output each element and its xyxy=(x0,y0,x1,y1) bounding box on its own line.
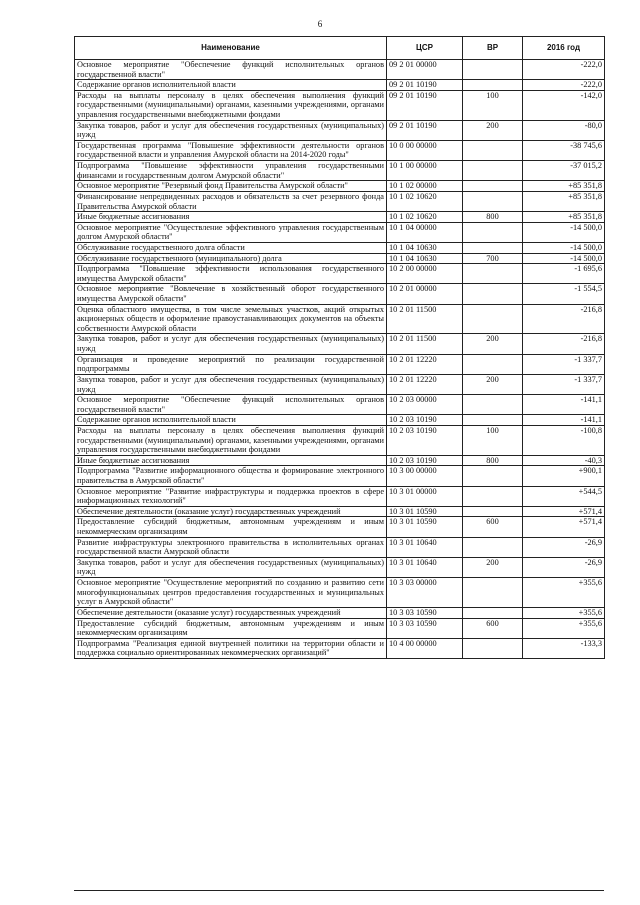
table-row xyxy=(75,618,605,638)
row-csr-cell: 09 2 01 10190 xyxy=(387,90,463,120)
table-body xyxy=(75,60,605,659)
row-vr-cell xyxy=(463,284,523,304)
row-name-cell: Закупка товаров, работ и услуг для обеспечения государственных (муниципальных) нужд xyxy=(75,374,387,394)
row-vr-cell xyxy=(463,578,523,608)
row-csr-cell: 10 1 02 10620 xyxy=(387,212,463,223)
row-name-cell: Обслуживание государственного долга области xyxy=(75,242,387,253)
row-csr-cell: 09 2 01 00000 xyxy=(387,60,463,80)
row-vr-cell xyxy=(463,537,523,557)
table-row xyxy=(75,517,605,537)
header-row xyxy=(75,37,605,60)
row-csr-cell: 10 1 04 00000 xyxy=(387,222,463,242)
row-name-cell: Расходы на выплаты персоналу в целях обеспечения выполнения функций государственными (муниципальными) органами, казенными учреждениями, органами управления государственными внебюджетными фондами xyxy=(75,90,387,120)
row-name-cell: Основное мероприятие "Обеспечение функций исполнительных органов государственной власти" xyxy=(75,395,387,415)
row-amount-cell: -1 695,6 xyxy=(523,264,605,284)
row-name-cell: Развитие инфраструктуры электронного правительства в исполнительных органах государственной власти Амурской области xyxy=(75,537,387,557)
row-vr-cell xyxy=(463,222,523,242)
row-csr-cell: 10 2 01 11500 xyxy=(387,304,463,334)
row-name-cell: Организация и проведение мероприятий по реализации государственной подпрограммы xyxy=(75,354,387,374)
row-name-cell: Подпрограмма "Повышение эффективности управления государственными финансами и государственным долгом Амурской области" xyxy=(75,161,387,181)
table-row xyxy=(75,140,605,160)
row-csr-cell: 09 2 01 10190 xyxy=(387,80,463,91)
table-row xyxy=(75,80,605,91)
row-name-cell: Подпрограмма "Реализация единой внутренней политики на территории области и поддержка социально ориентированных некоммерческих организаций" xyxy=(75,638,387,658)
row-vr-cell xyxy=(463,466,523,486)
row-name-cell: Обслуживание государственного (муниципального) долга xyxy=(75,253,387,264)
row-amount-cell: +571,4 xyxy=(523,517,605,537)
row-vr-cell: 700 xyxy=(463,253,523,264)
table-row xyxy=(75,181,605,192)
row-csr-cell: 10 2 01 11500 xyxy=(387,334,463,354)
table-header xyxy=(75,37,605,60)
row-amount-cell: -141,1 xyxy=(523,415,605,426)
row-csr-cell: 10 4 00 00000 xyxy=(387,638,463,658)
table-row xyxy=(75,506,605,517)
row-csr-cell: 10 2 01 12220 xyxy=(387,354,463,374)
header-name: Наименование xyxy=(75,37,387,60)
row-amount-cell: -26,9 xyxy=(523,537,605,557)
row-vr-cell xyxy=(463,607,523,618)
row-vr-cell: 200 xyxy=(463,120,523,140)
row-vr-cell xyxy=(463,506,523,517)
table-row xyxy=(75,557,605,577)
row-amount-cell: -38 745,6 xyxy=(523,140,605,160)
row-name-cell: Основное мероприятие "Вовлечение в хозяйственный оборот государственного имущества Амурской области" xyxy=(75,284,387,304)
row-vr-cell xyxy=(463,415,523,426)
row-amount-cell: -216,8 xyxy=(523,304,605,334)
row-amount-cell: +85 351,8 xyxy=(523,181,605,192)
row-csr-cell: 10 1 04 10630 xyxy=(387,253,463,264)
row-amount-cell: -14 500,0 xyxy=(523,253,605,264)
row-csr-cell: 10 2 01 12220 xyxy=(387,374,463,394)
row-vr-cell: 800 xyxy=(463,455,523,466)
row-amount-cell: +85 351,8 xyxy=(523,191,605,211)
row-amount-cell: -1 554,5 xyxy=(523,284,605,304)
row-name-cell: Подпрограмма "Развитие информационного общества и формирование электронного правительства в Амурской области" xyxy=(75,466,387,486)
table-row xyxy=(75,90,605,120)
row-name-cell: Предоставление субсидий бюджетным, автономным учреждениям и иным некоммерческим организациям xyxy=(75,618,387,638)
row-name-cell: Обеспечение деятельности (оказание услуг) государственных учреждений xyxy=(75,607,387,618)
row-vr-cell xyxy=(463,395,523,415)
row-amount-cell: -133,3 xyxy=(523,638,605,658)
row-name-cell: Основное мероприятие "Обеспечение функций исполнительных органов государственной власти" xyxy=(75,60,387,80)
row-name-cell: Подпрограмма "Повышение эффективности использования государственного имущества Амурской области" xyxy=(75,264,387,284)
table-row xyxy=(75,304,605,334)
table-row xyxy=(75,222,605,242)
row-amount-cell: +571,4 xyxy=(523,506,605,517)
table-row xyxy=(75,466,605,486)
row-csr-cell: 10 2 03 10190 xyxy=(387,455,463,466)
row-amount-cell: +355,6 xyxy=(523,578,605,608)
table-row xyxy=(75,486,605,506)
row-amount-cell: -14 500,0 xyxy=(523,222,605,242)
row-vr-cell: 600 xyxy=(463,517,523,537)
row-csr-cell: 10 3 03 00000 xyxy=(387,578,463,608)
row-amount-cell: -142,0 xyxy=(523,90,605,120)
table-row xyxy=(75,191,605,211)
row-vr-cell xyxy=(463,242,523,253)
row-csr-cell: 10 2 00 00000 xyxy=(387,264,463,284)
row-amount-cell: -1 337,7 xyxy=(523,354,605,374)
row-name-cell: Финансирование непредвиденных расходов и обязательств за счет резервного фонда Правительства Амурской области xyxy=(75,191,387,211)
row-amount-cell: +355,6 xyxy=(523,607,605,618)
row-name-cell: Предоставление субсидий бюджетным, автономным учреждениям и иным некоммерческим организациям xyxy=(75,517,387,537)
row-csr-cell: 10 1 02 00000 xyxy=(387,181,463,192)
table-row xyxy=(75,161,605,181)
table-row xyxy=(75,578,605,608)
row-amount-cell: +85 351,8 xyxy=(523,212,605,223)
row-vr-cell xyxy=(463,60,523,80)
row-name-cell: Основное мероприятие "Осуществление эффективного управления государственным долгом Амурской области" xyxy=(75,222,387,242)
row-vr-cell: 200 xyxy=(463,557,523,577)
row-vr-cell xyxy=(463,140,523,160)
row-vr-cell: 200 xyxy=(463,374,523,394)
table-row xyxy=(75,638,605,658)
row-vr-cell xyxy=(463,304,523,334)
row-csr-cell: 10 1 00 00000 xyxy=(387,161,463,181)
row-name-cell: Оценка областного имущества, в том числе земельных участков, акций открытых акционерных обществ и оформление правоустанавливающих документов на объекты собственности Амурской области xyxy=(75,304,387,334)
row-name-cell: Содержание органов исполнительной власти xyxy=(75,80,387,91)
table-row xyxy=(75,374,605,394)
row-csr-cell: 10 3 01 10590 xyxy=(387,506,463,517)
row-amount-cell: -216,8 xyxy=(523,334,605,354)
table-row xyxy=(75,60,605,80)
row-amount-cell: +544,5 xyxy=(523,486,605,506)
row-csr-cell: 10 1 02 10620 xyxy=(387,191,463,211)
table-row xyxy=(75,455,605,466)
table-row xyxy=(75,284,605,304)
row-vr-cell xyxy=(463,638,523,658)
bottom-rule xyxy=(74,890,604,891)
table-row xyxy=(75,253,605,264)
table-row xyxy=(75,395,605,415)
row-csr-cell: 09 2 01 10190 xyxy=(387,120,463,140)
row-name-cell: Государственная программа "Повышение эффективности деятельности органов государственной власти и управления Амурской области на 2014-2020 годы" xyxy=(75,140,387,160)
row-name-cell: Закупка товаров, работ и услуг для обеспечения государственных (муниципальных) нужд xyxy=(75,557,387,577)
row-amount-cell: -14 500,0 xyxy=(523,242,605,253)
row-name-cell: Основное мероприятие "Резервный фонд Правительства Амурской области" xyxy=(75,181,387,192)
row-vr-cell: 100 xyxy=(463,90,523,120)
table-row xyxy=(75,264,605,284)
row-vr-cell: 800 xyxy=(463,212,523,223)
row-amount-cell: -222,0 xyxy=(523,80,605,91)
row-csr-cell: 10 2 03 00000 xyxy=(387,395,463,415)
row-name-cell: Основное мероприятие "Осуществление мероприятий по созданию и развитию сети многофункциональных центров предоставления государственных и муниципальных услуг в Амурской области" xyxy=(75,578,387,608)
row-name-cell: Содержание органов исполнительной власти xyxy=(75,415,387,426)
table-row xyxy=(75,607,605,618)
row-csr-cell: 10 3 00 00000 xyxy=(387,466,463,486)
row-csr-cell: 10 3 01 10590 xyxy=(387,517,463,537)
row-amount-cell: -100,8 xyxy=(523,425,605,455)
row-csr-cell: 10 0 00 00000 xyxy=(387,140,463,160)
row-csr-cell: 10 2 03 10190 xyxy=(387,415,463,426)
row-csr-cell: 10 1 04 10630 xyxy=(387,242,463,253)
row-amount-cell: -141,1 xyxy=(523,395,605,415)
budget-table xyxy=(74,36,605,659)
table-row xyxy=(75,242,605,253)
row-amount-cell: -222,0 xyxy=(523,60,605,80)
row-vr-cell xyxy=(463,161,523,181)
row-csr-cell: 10 2 01 00000 xyxy=(387,284,463,304)
row-name-cell: Иные бюджетные ассигнования xyxy=(75,455,387,466)
row-vr-cell xyxy=(463,191,523,211)
table-row xyxy=(75,354,605,374)
row-csr-cell: 10 3 01 10640 xyxy=(387,557,463,577)
table-row xyxy=(75,334,605,354)
row-vr-cell xyxy=(463,486,523,506)
row-csr-cell: 10 3 01 00000 xyxy=(387,486,463,506)
row-amount-cell: -1 337,7 xyxy=(523,374,605,394)
row-csr-cell: 10 3 01 10640 xyxy=(387,537,463,557)
row-name-cell: Закупка товаров, работ и услуг для обеспечения государственных (муниципальных) нужд xyxy=(75,334,387,354)
table-row xyxy=(75,537,605,557)
row-amount-cell: +900,1 xyxy=(523,466,605,486)
row-csr-cell: 10 3 03 10590 xyxy=(387,607,463,618)
row-vr-cell: 100 xyxy=(463,425,523,455)
row-vr-cell xyxy=(463,354,523,374)
row-name-cell: Основное мероприятие "Развитие инфраструктуры и поддержка проектов в сфере информационных технологий" xyxy=(75,486,387,506)
row-amount-cell: -26,9 xyxy=(523,557,605,577)
row-vr-cell xyxy=(463,181,523,192)
table-row xyxy=(75,120,605,140)
row-amount-cell: +355,6 xyxy=(523,618,605,638)
row-csr-cell: 10 2 03 10190 xyxy=(387,425,463,455)
header-csr: ЦСР xyxy=(387,37,463,60)
row-vr-cell xyxy=(463,264,523,284)
table-row xyxy=(75,415,605,426)
row-vr-cell: 600 xyxy=(463,618,523,638)
row-name-cell: Закупка товаров, работ и услуг для обеспечения государственных (муниципальных) нужд xyxy=(75,120,387,140)
table-row xyxy=(75,212,605,223)
row-name-cell: Иные бюджетные ассигнования xyxy=(75,212,387,223)
row-amount-cell: -40,3 xyxy=(523,455,605,466)
row-amount-cell: -37 015,2 xyxy=(523,161,605,181)
header-vr: ВР xyxy=(463,37,523,60)
row-name-cell: Расходы на выплаты персоналу в целях обеспечения выполнения функций государственными (муниципальными) органами, казенными учреждениями, органами управления государственными внебюджетными фондами xyxy=(75,425,387,455)
row-csr-cell: 10 3 03 10590 xyxy=(387,618,463,638)
row-name-cell: Обеспечение деятельности (оказание услуг) государственных учреждений xyxy=(75,506,387,517)
row-vr-cell: 200 xyxy=(463,334,523,354)
table-row xyxy=(75,425,605,455)
page-number: 6 xyxy=(317,19,323,29)
row-amount-cell: -80,0 xyxy=(523,120,605,140)
row-vr-cell xyxy=(463,80,523,91)
header-year: 2016 год xyxy=(523,37,605,60)
